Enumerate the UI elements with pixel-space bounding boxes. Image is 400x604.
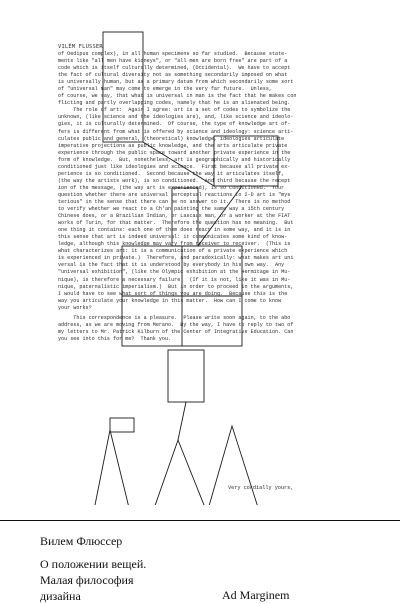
letter-line: "universal exhibition", (like the Olympic exhibition at the Hermitage in Mu-: [58, 269, 291, 276]
letter-line: your works?: [58, 304, 92, 311]
letter-line: perience is so conditioned. Second because the way it articulates itself,: [58, 170, 285, 177]
letter-line: ion of the message, (the way art is experienced), is so conditioned. Your: [58, 184, 285, 191]
book-title: [40, 556, 240, 604]
letter-line: of course, we say, that what is universal in man is the fact that he makes con: [58, 93, 297, 100]
letter-line: address, as we are moving from Merano. By the way, I have to reply to two of: [58, 321, 294, 328]
letter-line: conditioned just like ideologies and science. First because all private ex-: [58, 163, 291, 170]
letter-line: what characterizes art: it is a communication of a private experience which: [58, 248, 288, 255]
title-line-2: Малая философия: [40, 573, 134, 587]
letter-line: This correspondence is a pleasure. Please write soon again, to the abo: [58, 314, 291, 321]
letter-line: nique, paternalistic imperialism.) But in order to proceed in the arguments,: [58, 283, 294, 290]
letter-signature-name: VILÉM FLUSSER: [58, 44, 103, 50]
letter-line: flicting and partly overlapping codes, namely that he is an alienated being.: [58, 100, 291, 107]
letter-line: you see into this for me? Thank you.: [58, 335, 172, 342]
letter-line: code which is itself culturally determined, (Occidental). We have to accept: [58, 65, 291, 72]
letter-line: I would have to see what sort of things you are doing. Because this is the: [58, 290, 288, 297]
letter-line: to verify whether we react to a Ch'an painting the same way a 15th century: [58, 206, 285, 213]
letter-line: of Oedipus complex), in all human specimens so far studied. Because state-: [58, 51, 288, 57]
letter-line: nique), is therefore a necessary failure. (If it is not, like it was in Mu-: [58, 276, 291, 283]
title-line-1: О положении вещей.: [40, 557, 147, 571]
letter-line: my letters to Mr. Patrick Kilburn of the Center of Integrative Education. Can: [58, 328, 294, 335]
letter-line: question whether there are universal perceptual reactions to 2-D art is "mys: [58, 191, 291, 198]
letter-body: [58, 51, 358, 343]
letter-line: of "universal man" may come to emerge in the very far future. Unless,: [58, 86, 272, 93]
letter-line: ledge, although this knowledge may vary from receiver to receiver. (This is: [58, 241, 291, 248]
letter-line: this sense that art is indeed universal: it communicates some kind of know-: [58, 234, 288, 241]
letter-line: is experienced in private.) Therefore, and paradoxically: what makes art uni: [58, 255, 294, 262]
publisher-name: Ad Marginem: [222, 588, 290, 602]
cover-divider: [0, 520, 400, 521]
letter-line: one thing it contains: each one of them does react in some way, and it is in: [58, 227, 291, 234]
letter-line: gies, it is culturally determined. Of course, the type of knowledge art of-: [58, 121, 291, 128]
letter-line: imperative projections as public knowledge, and the arts articulate private: [58, 142, 288, 149]
author-name: Вилем Флюссер: [40, 534, 123, 548]
letter-closing: Very cordially yours,: [228, 485, 294, 491]
letter-line: form of knowledge. But, nonetheless, art is geographically and historically: [58, 156, 291, 163]
letter-line: fers is different from what is offered by science and ideology: science arti-: [58, 128, 294, 135]
letter-line: the fact of cultural diversity not as something secondarily imposed on what: [58, 72, 288, 79]
letter-line: works of Turin, for that matter. Therefore the question has no meaning. But: [58, 220, 294, 227]
letter-line: The role of art: Again I agree: art is a set of codes to symbolize the: [58, 107, 291, 114]
letter-line: (the way the artists work), is so conditioned. And third because the recept: [58, 177, 291, 184]
letter-line: is universally human, but as a primary datum from which secondarily some sort: [58, 79, 294, 86]
letter-line: unknown, (like science and the ideologies are), and, like science and ideolo-: [58, 114, 294, 121]
letter-line: versal is the fact that it is understood by everybody in his own way. Any: [58, 262, 285, 269]
title-line-3: дизайна: [40, 589, 81, 603]
letter-line: ments like "all men have kidneys", or "all men are born free" are part of a: [58, 58, 288, 65]
letter-line: culates public and general, (theoretical) knowledge, ideologies articulate: [58, 135, 285, 142]
letter-line: way you articulate your knowledge in this matter. How can I come to know: [58, 297, 282, 304]
letter-line: terious" in the sense that there can be no answer to it. There is no method: [58, 198, 291, 205]
letter-line: Chinese does, or a Brazilian Indian, or Lascaux man, or a worker at the FIAT: [58, 213, 291, 220]
letter-line: experience through the public space toward another private experience in the: [58, 149, 291, 156]
